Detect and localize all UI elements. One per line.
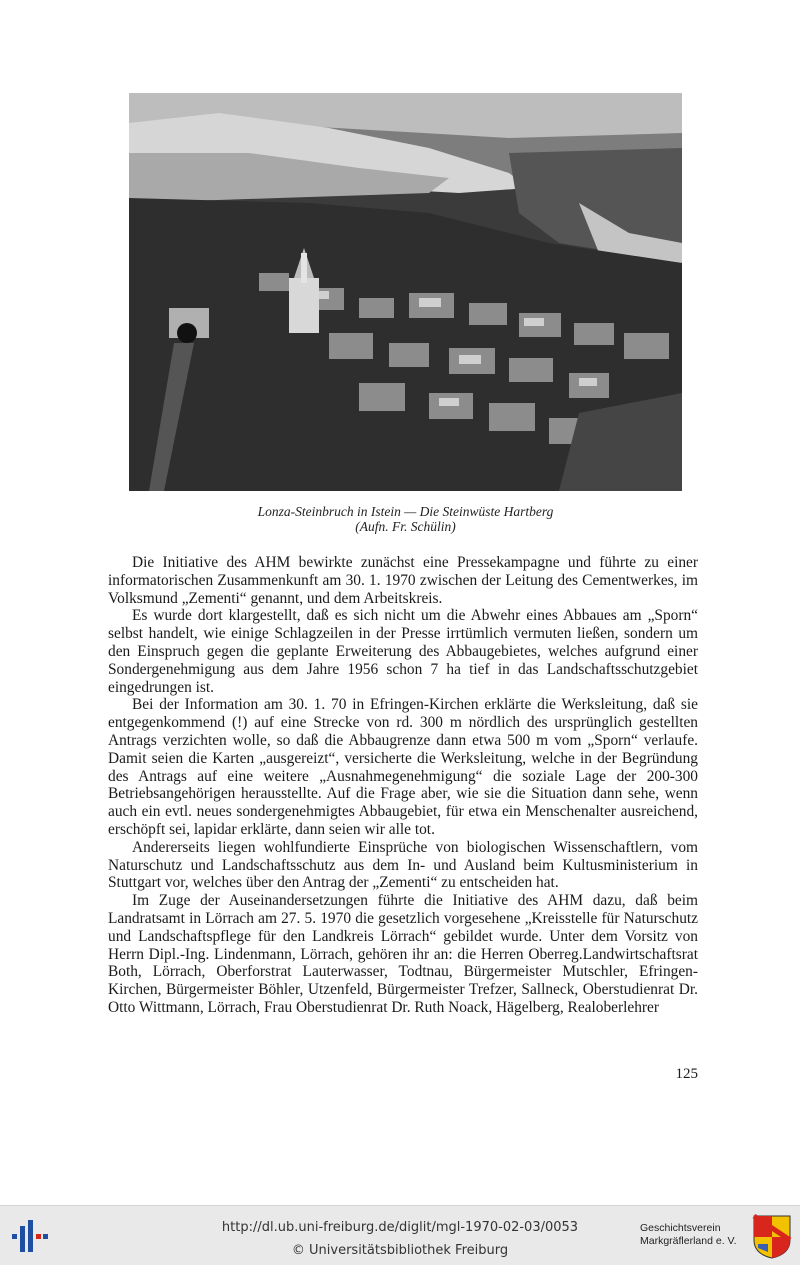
page-number: 125 — [675, 1066, 698, 1082]
paragraph: Andererseits liegen wohlfundierte Einsprüche von biologischen Wissenschaftlern, vom Naturschutz und Landschaftsschutz aus dem In- und Ausland beim Kultusministerium in Stuttgart vor, welches über den Antrag der „Zementi“ zu entscheiden hat. — [108, 838, 698, 892]
photo-credit: (Aufn. Fr. Schülin) — [355, 519, 456, 534]
paragraph: Bei der Information am 30. 1. 70 in Efringen-Kirchen erklärte die Werksleitung, daß sie entgegenkommend (!) auf eine Strecke von rd. 300 m nördlich des ursprünglich gestellten Antrags verzichten wolle, so daß die Abbaugrenze dann etwa 500 m vom „Sporn“ verlaufe. Damit seien die Karten „ausgereizt“, versicherte die Werksleitung, welche in der Begründung des Antrags auf eine weitere „Ausnahmegenehmigung“ die soziale Lage der 200-300 Betriebsangehörigen herausstellte. Auf die Frage aber, wie sie die Situation dann sehe, wenn auch ein evtl. neues sondergenehmigtes Abbaugebiet, für etwa ein Menschenalter ausreichend, erschöpft sei, lapidar erklärte, dann seien wir alle tot. — [108, 696, 698, 838]
paragraph: Es wurde dort klargestellt, daß es sich nicht um die Abwehr eines Abbaues am „Sporn“ selbst handelt, wie einige Schlagzeilen in der Presse irrtümlich vermuten ließen, sondern um den Einspruch gegen die geplante Erweiterung des Abbaugebietes, welches aufgrund einer Sondergenehmigung aus dem Jahre 1956 schon 7 ha tief in das Landschaftsschutzgebiet eingedrungen ist. — [108, 607, 698, 696]
ub-freiburg-logo-icon[interactable] — [10, 1216, 50, 1256]
quarry-village-photo — [129, 93, 682, 491]
photo-illustration — [129, 93, 682, 491]
photo-caption: Lonza-Steinbruch in Istein — Die Steinwüste Hartberg — [257, 504, 554, 519]
permalink-url[interactable]: http://dl.ub.uni-freiburg.de/diglit/mgl-1970-02-03/0053 — [221, 1220, 579, 1235]
society-name-line2: Markgräflerland e. V. — [640, 1235, 737, 1247]
society-name[interactable] — [640, 1222, 746, 1248]
paragraph: Im Zuge der Auseinandersetzungen führte die Initiative des AHM dazu, daß beim Landratsamt in Lörrach am 27. 5. 1970 die gesetzlich vorgesehene „Kreisstelle für Naturschutz und Landschaftspflege für den Landkreis Lörrach“ gebildet wurde. Unter dem Vorsitz von Herrn Dipl.-Ing. Lindenmann, Lörrach, gehören ihr an: die Herren Oberreg.Landwirtschaftsrat Both, Lörrach, Oberforstrat Lauterwasser, Todtnau, Bürgermeister Mutschler, Efringen-Kirchen, Bürgermeister Böhler, Utzenfeld, Bürgermeister Trefzer, Sallneck, Oberstudienrat Dr. Otto Wittmann, Lörrach, Frau Oberstudienrat Dr. Ruth Noack, Hägelberg, Realoberlehrer — [108, 892, 698, 1016]
coat-of-arms-icon[interactable] — [752, 1214, 792, 1260]
copyright-text: © Universitätsbibliothek Freiburg — [291, 1243, 509, 1258]
society-name-line1: Geschichtsverein — [640, 1222, 721, 1234]
viewer-footer — [0, 1205, 800, 1265]
paragraph: Die Initiative des AHM bewirkte zunächst eine Pressekampagne und führte zu einer informatorischen Zusammenkunft am 30. 1. 1970 zwischen der Leitung des Cementwerkes, im Volksmund „Zementi“ genannt, und dem Arbeitskreis. — [108, 554, 698, 607]
body-text — [108, 554, 698, 1017]
